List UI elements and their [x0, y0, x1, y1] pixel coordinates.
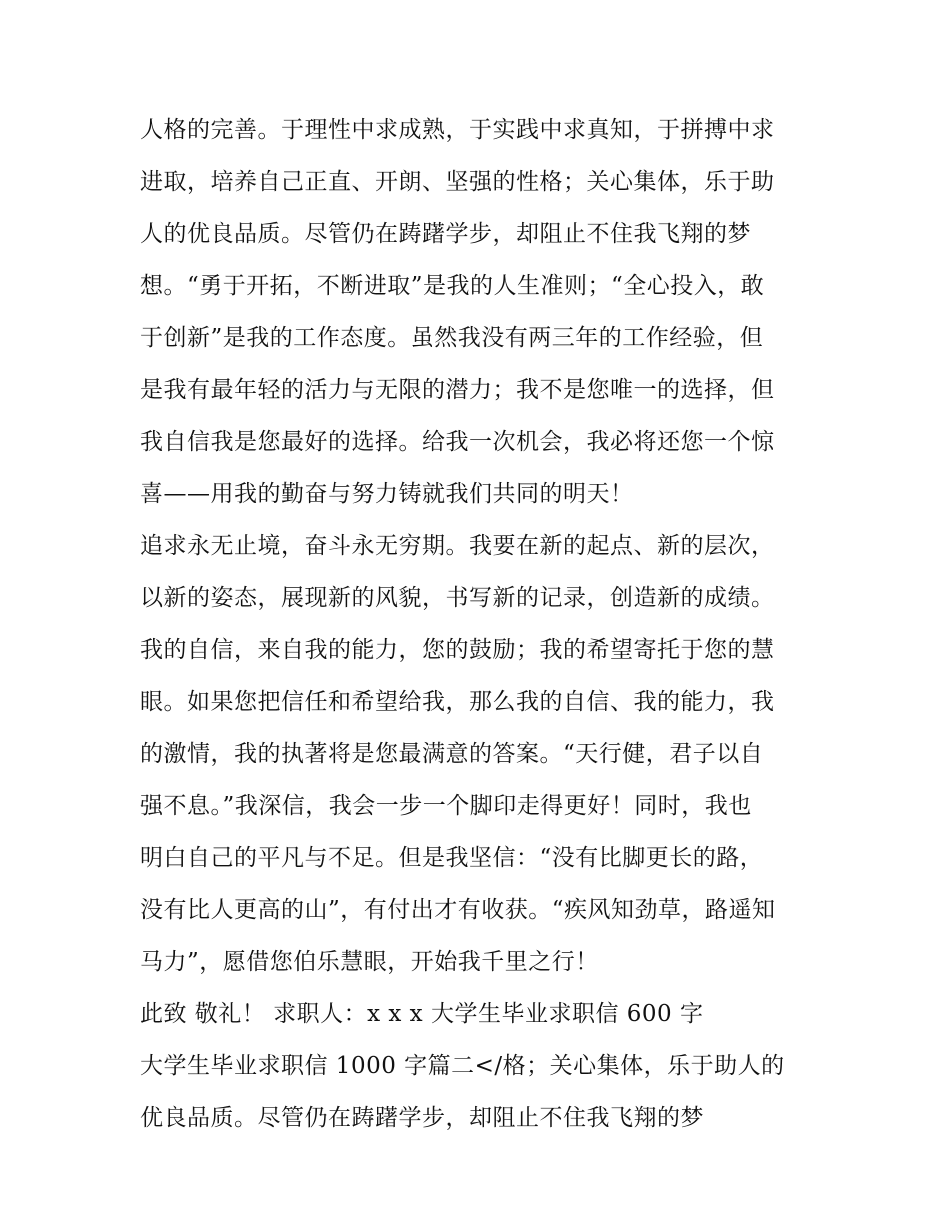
text-line: 强不息。”我深信，我会一步一个脚印走得更好！同时，我也 [140, 793, 752, 819]
text-line: 大学生毕业求职信 1000 字篇二</格；关心集体，乐于助人的 [140, 1053, 785, 1079]
text-line: 的激情，我的执著将是您最满意的答案。“天行健，君子以自 [140, 741, 764, 767]
text-line: 进取，培养自己正直、开朗、坚强的性格；关心集体，乐于助 [140, 169, 775, 195]
text-line: 以新的姿态，展现新的风貌，书写新的记录，创造新的成绩。 [140, 585, 775, 611]
text-line: 想。“勇于开拓，不断进取”是我的人生准则；“全心投入，敢 [140, 273, 765, 299]
text-line: 是我有最年轻的活力与无限的潜力；我不是您唯一的选择，但 [140, 377, 775, 403]
text-line: 马力”，愿借您伯乐慧眼，开始我千里之行！ [140, 949, 599, 975]
text-line: 眼。如果您把信任和希望给我，那么我的自信、我的能力，我 [140, 689, 775, 715]
text-line: 于创新”是我的工作态度。虽然我没有两三年的工作经验，但 [140, 325, 764, 351]
text-line: 喜——用我的勤奋与努力铸就我们共同的明天！ [140, 481, 634, 507]
text-line: 追求永无止境，奋斗永无穷期。我要在新的起点、新的层次， [140, 533, 775, 559]
text-line: 我自信我是您最好的选择。给我一次机会，我必将还您一个惊 [140, 429, 775, 455]
text-line: 此致 敬礼！ 求职人：x x x 大学生毕业求职信 600 字 [140, 1001, 704, 1027]
text-line: 明白自己的平凡与不足。但是我坚信：“没有比脚更长的路， [140, 845, 764, 871]
text-line: 我的自信，来自我的能力，您的鼓励；我的希望寄托于您的慧 [140, 637, 775, 663]
text-line: 人格的完善。于理性中求成熟，于实践中求真知，于拼搏中求 [140, 117, 775, 143]
text-line: 人的优良品质。尽管仍在踌躇学步，却阻止不住我飞翔的梦 [140, 221, 751, 247]
text-line: 优良品质。尽管仍在踌躇学步，却阻止不住我飞翔的梦 [140, 1105, 704, 1131]
body-text [140, 104, 820, 1144]
text-line: 没有比人更高的山”，有付出才有收获。“疾风知劲草，路遥知 [140, 897, 776, 923]
